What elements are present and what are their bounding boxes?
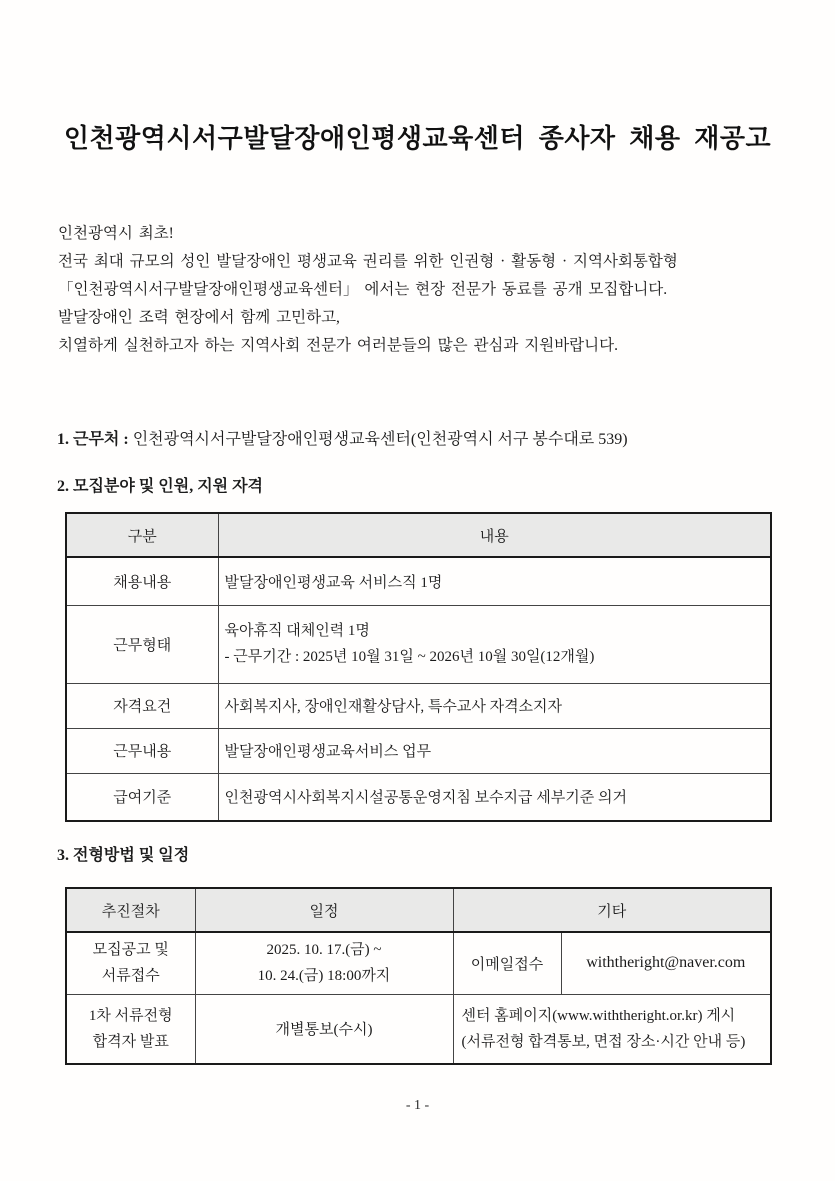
recruit-row5-value: 인천광역시사회복지시설공통운영지침 보수지급 세부기준 의거 xyxy=(218,773,771,821)
recruit-row3-label: 자격요건 xyxy=(66,683,218,728)
recruit-row5-label: 급여기준 xyxy=(66,773,218,821)
schedule-row2-procedure xyxy=(66,994,195,1064)
intro-line-3: 「인천광역시서구발달장애인평생교육센터」 에서는 현장 전문가 동료를 공개 모집합니다. xyxy=(58,281,668,298)
recruit-row3-value: 사회복지사, 장애인재활상담사, 특수교사 자격소지자 xyxy=(218,683,771,728)
email-address: withtheright@naver.com xyxy=(586,954,746,972)
schedule-row1-email xyxy=(561,932,771,994)
recruit-row2-value xyxy=(218,605,771,683)
schedule-row1-date-line1: 2025. 10. 17.(금) ~ xyxy=(266,942,382,959)
recruit-row4-label: 근무내용 xyxy=(66,728,218,773)
section-heading-workplace xyxy=(57,430,628,450)
workplace-heading-label: 1. 근무처 : xyxy=(57,431,133,448)
schedule-row1-procedure xyxy=(66,932,195,994)
schedule-row1-date-line2: 10. 24.(금) 18:00까지 xyxy=(257,968,391,985)
schedule-row2-procedure-line1: 1차 서류전형 xyxy=(88,1007,173,1024)
intro-line-5: 치열하게 실천하고자 하는 지역사회 전문가 여러분들의 많은 관심과 지원바랍니다. xyxy=(58,337,618,354)
recruit-table-header-row xyxy=(66,513,771,557)
schedule-row2-etc-line1: 센터 홈페이지(www.withtheright.or.kr) 게시 xyxy=(461,1007,736,1024)
intro-line-1: 인천광역시 최초! xyxy=(58,225,174,242)
recruit-row2-value-line2: - 근무기간 : 2025년 10월 31일 ~ 2026년 10월 30일(12개월) xyxy=(224,649,595,665)
section-heading-recruit: 2. 모집분야 및 인원, 지원 자격 xyxy=(57,478,264,495)
recruit-table xyxy=(65,512,772,822)
schedule-row2-date: 개별통보(수시) xyxy=(195,994,453,1064)
table-row xyxy=(66,557,771,605)
schedule-row2-procedure-line2: 합격자 발표 xyxy=(92,1033,169,1050)
table-row xyxy=(66,932,771,994)
intro-line-4: 발달장애인 조력 현장에서 함께 고민하고, xyxy=(58,309,340,326)
page-number: - 1 - xyxy=(405,1098,430,1113)
table-row xyxy=(66,605,771,683)
schedule-table xyxy=(65,887,772,1065)
schedule-row1-procedure-line1: 모집공고 및 xyxy=(92,942,169,959)
recruit-row2-value-line1: 육아휴직 대체인력 1명 xyxy=(224,623,370,639)
recruit-row1-value: 발달장애인평생교육 서비스직 1명 xyxy=(218,557,771,605)
schedule-header-date: 일정 xyxy=(195,888,453,932)
schedule-table-header-row xyxy=(66,888,771,932)
intro-paragraph xyxy=(58,220,780,360)
table-row xyxy=(66,994,771,1064)
schedule-row1-procedure-line2: 서류접수 xyxy=(101,968,160,985)
section-heading-schedule: 3. 전형방법 및 일정 xyxy=(57,847,190,864)
recruit-row2-label: 근무형태 xyxy=(66,605,218,683)
table-row xyxy=(66,773,771,821)
recruit-header-category: 구분 xyxy=(66,513,218,557)
schedule-row2-etc-line2: (서류전형 합격통보, 면접 장소·시간 안내 등) xyxy=(461,1033,746,1050)
schedule-header-procedure: 추진절차 xyxy=(66,888,195,932)
schedule-row2-etc xyxy=(453,994,771,1064)
table-row xyxy=(66,683,771,728)
document-title: 인천광역시서구발달장애인평생교육센터 종사자 채용 재공고 xyxy=(63,123,772,153)
intro-line-2: 전국 최대 규모의 성인 발달장애인 평생교육 권리를 위한 인권형 · 활동형 · 지역사회통합형 xyxy=(58,253,678,270)
table-row xyxy=(66,728,771,773)
schedule-row1-date xyxy=(195,932,453,994)
recruit-row4-value: 발달장애인평생교육서비스 업무 xyxy=(218,728,771,773)
schedule-row1-method: 이메일접수 xyxy=(453,932,561,994)
workplace-value: 인천광역시서구발달장애인평생교육센터(인천광역시 서구 봉수대로 539) xyxy=(132,431,628,448)
recruit-header-content: 내용 xyxy=(218,513,771,557)
recruit-row1-label: 채용내용 xyxy=(66,557,218,605)
schedule-header-etc: 기타 xyxy=(453,888,771,932)
